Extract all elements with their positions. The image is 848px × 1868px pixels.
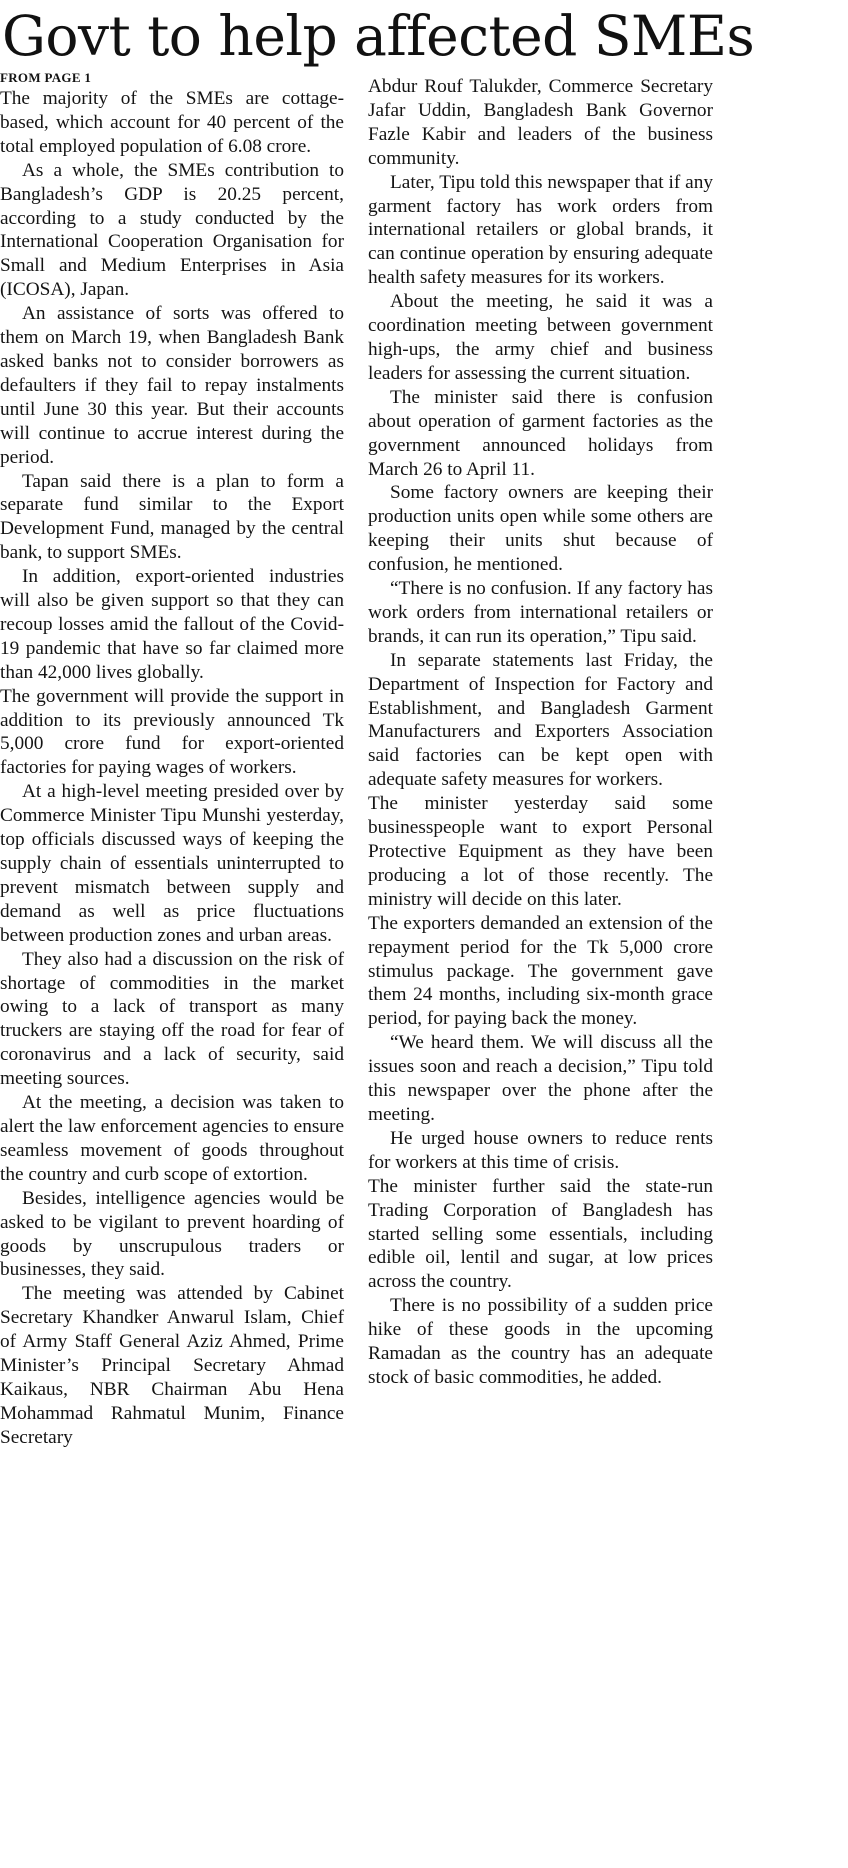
right-column: [368, 75, 713, 1390]
paragraph: The government will provide the support in addition to its previously announced Tk 5,000 crore fund for export-oriented factories for paying wages of workers.: [0, 685, 344, 779]
paragraph: The exporters demanded an extension of the repayment period for the Tk 5,000 crore stimulus package. The government gave them 24 months, including six-month grace period, for paying back the money.: [368, 912, 713, 1030]
paragraph: As a whole, the SMEs contribution to Bangladesh’s GDP is 20.25 percent, according to a study conducted by the International Cooperation Organisation for Small and Medium Enterprises in Asia (ICOSA), Japan.: [0, 159, 344, 301]
paragraph: Some factory owners are keeping their production units open while some others are keeping their units shut because of confusion, he mentioned.: [368, 482, 713, 576]
paragraph: The minister further said the state-run Trading Corporation of Bangladesh has started selling some essentials, including edible oil, lentil and sugar, at low prices across the country.: [368, 1175, 713, 1293]
paragraph: He urged house owners to reduce rents for workers at this time of crisis.: [368, 1127, 713, 1173]
dateline: FROM PAGE 1: [0, 70, 92, 85]
paragraph: The minister said there is confusion about operation of garment factories as the government announced holidays from March 26 to April 11.: [368, 386, 713, 480]
paragraph: An assistance of sorts was offered to them on March 19, when Bangladesh Bank asked banks not to consider borrowers as defaulters if they fail to repay instalments until June 30 this year. But their accounts will continue to accrue interest during the period.: [0, 303, 344, 468]
paragraph-continued: Abdur Rouf Talukder, Commerce Secretary Jafar Uddin, Bangladesh Bank Governor Fazle Kabir and leaders of the business community.: [368, 76, 713, 169]
paragraph: At the meeting, a decision was taken to alert the law enforcement agencies to ensure seamless movement of goods throughout the country and curb scope of extortion.: [0, 1092, 344, 1185]
paragraph: They also had a discussion on the risk of shortage of commodities in the market owing to a lack of transport as many truckers are staying off the road for fear of coronavirus and a lack of security, said meeting sources.: [0, 948, 344, 1090]
paragraph: “We heard them. We will discuss all the issues soon and reach a decision,” Tipu told this newspaper over the phone after the meeting.: [368, 1032, 713, 1125]
paragraph: In addition, export-oriented industries will also be given support so that they can recoup losses amid the fallout of the Covid-19 pandemic that have so far claimed more than 42,000 lives globally.: [0, 566, 344, 683]
left-column: [0, 70, 344, 1450]
paragraph: There is no possibility of a sudden price hike of these goods in the upcoming Ramadan as the country has an adequate stock of basic commodities, he added.: [368, 1295, 713, 1388]
paragraph: The majority of the SMEs are cottage-based, which account for 40 percent of the total employed population of 6.08 crore.: [0, 88, 344, 157]
paragraph: In separate statements last Friday, the Department of Inspection for Factory and Establishment, and Bangladesh Garment Manufacturers and Exporters Association said factories can be kept open with adequate safety measures for workers.: [368, 649, 713, 791]
paragraph: The minister yesterday said some businesspeople want to export Personal Protective Equipment as they have been producing a lot of those recently. The ministry will decide on this later.: [368, 793, 713, 910]
headline: Govt to help affected SMEs: [2, 4, 755, 68]
paragraph: Tapan said there is a plan to form a separate fund similar to the Export Development Fund, managed by the central bank, to support SMEs.: [0, 470, 344, 564]
paragraph: The meeting was attended by Cabinet Secretary Khandker Anwarul Islam, Chief of Army Staff General Aziz Ahmed, Prime Minister’s Principal Secretary Ahmad Kaikaus, NBR Chairman Abu Hena Mohammad Rahmatul Munim, Finance Secretary: [0, 1283, 344, 1448]
paragraph: At a high-level meeting presided over by Commerce Minister Tipu Munshi yesterday, top officials discussed ways of keeping the supply chain of essentials uninterrupted to prevent mismatch between supply and demand as well as price fluctuations between production zones and urban areas.: [0, 781, 344, 946]
paragraph: Later, Tipu told this newspaper that if any garment factory has work orders from international retailers or global brands, it can continue operation by ensuring adequate health safety measures for its workers.: [368, 171, 713, 289]
paragraph: About the meeting, he said it was a coordination meeting between government high-ups, the army chief and business leaders for assessing the current situation.: [368, 291, 713, 384]
paragraph: “There is no confusion. If any factory has work orders from international retailers or brands, it can run its operation,” Tipu said.: [368, 578, 713, 647]
paragraph: Besides, intelligence agencies would be asked to be vigilant to prevent hoarding of goods by unscrupulous traders or businesses, they said.: [0, 1187, 344, 1281]
